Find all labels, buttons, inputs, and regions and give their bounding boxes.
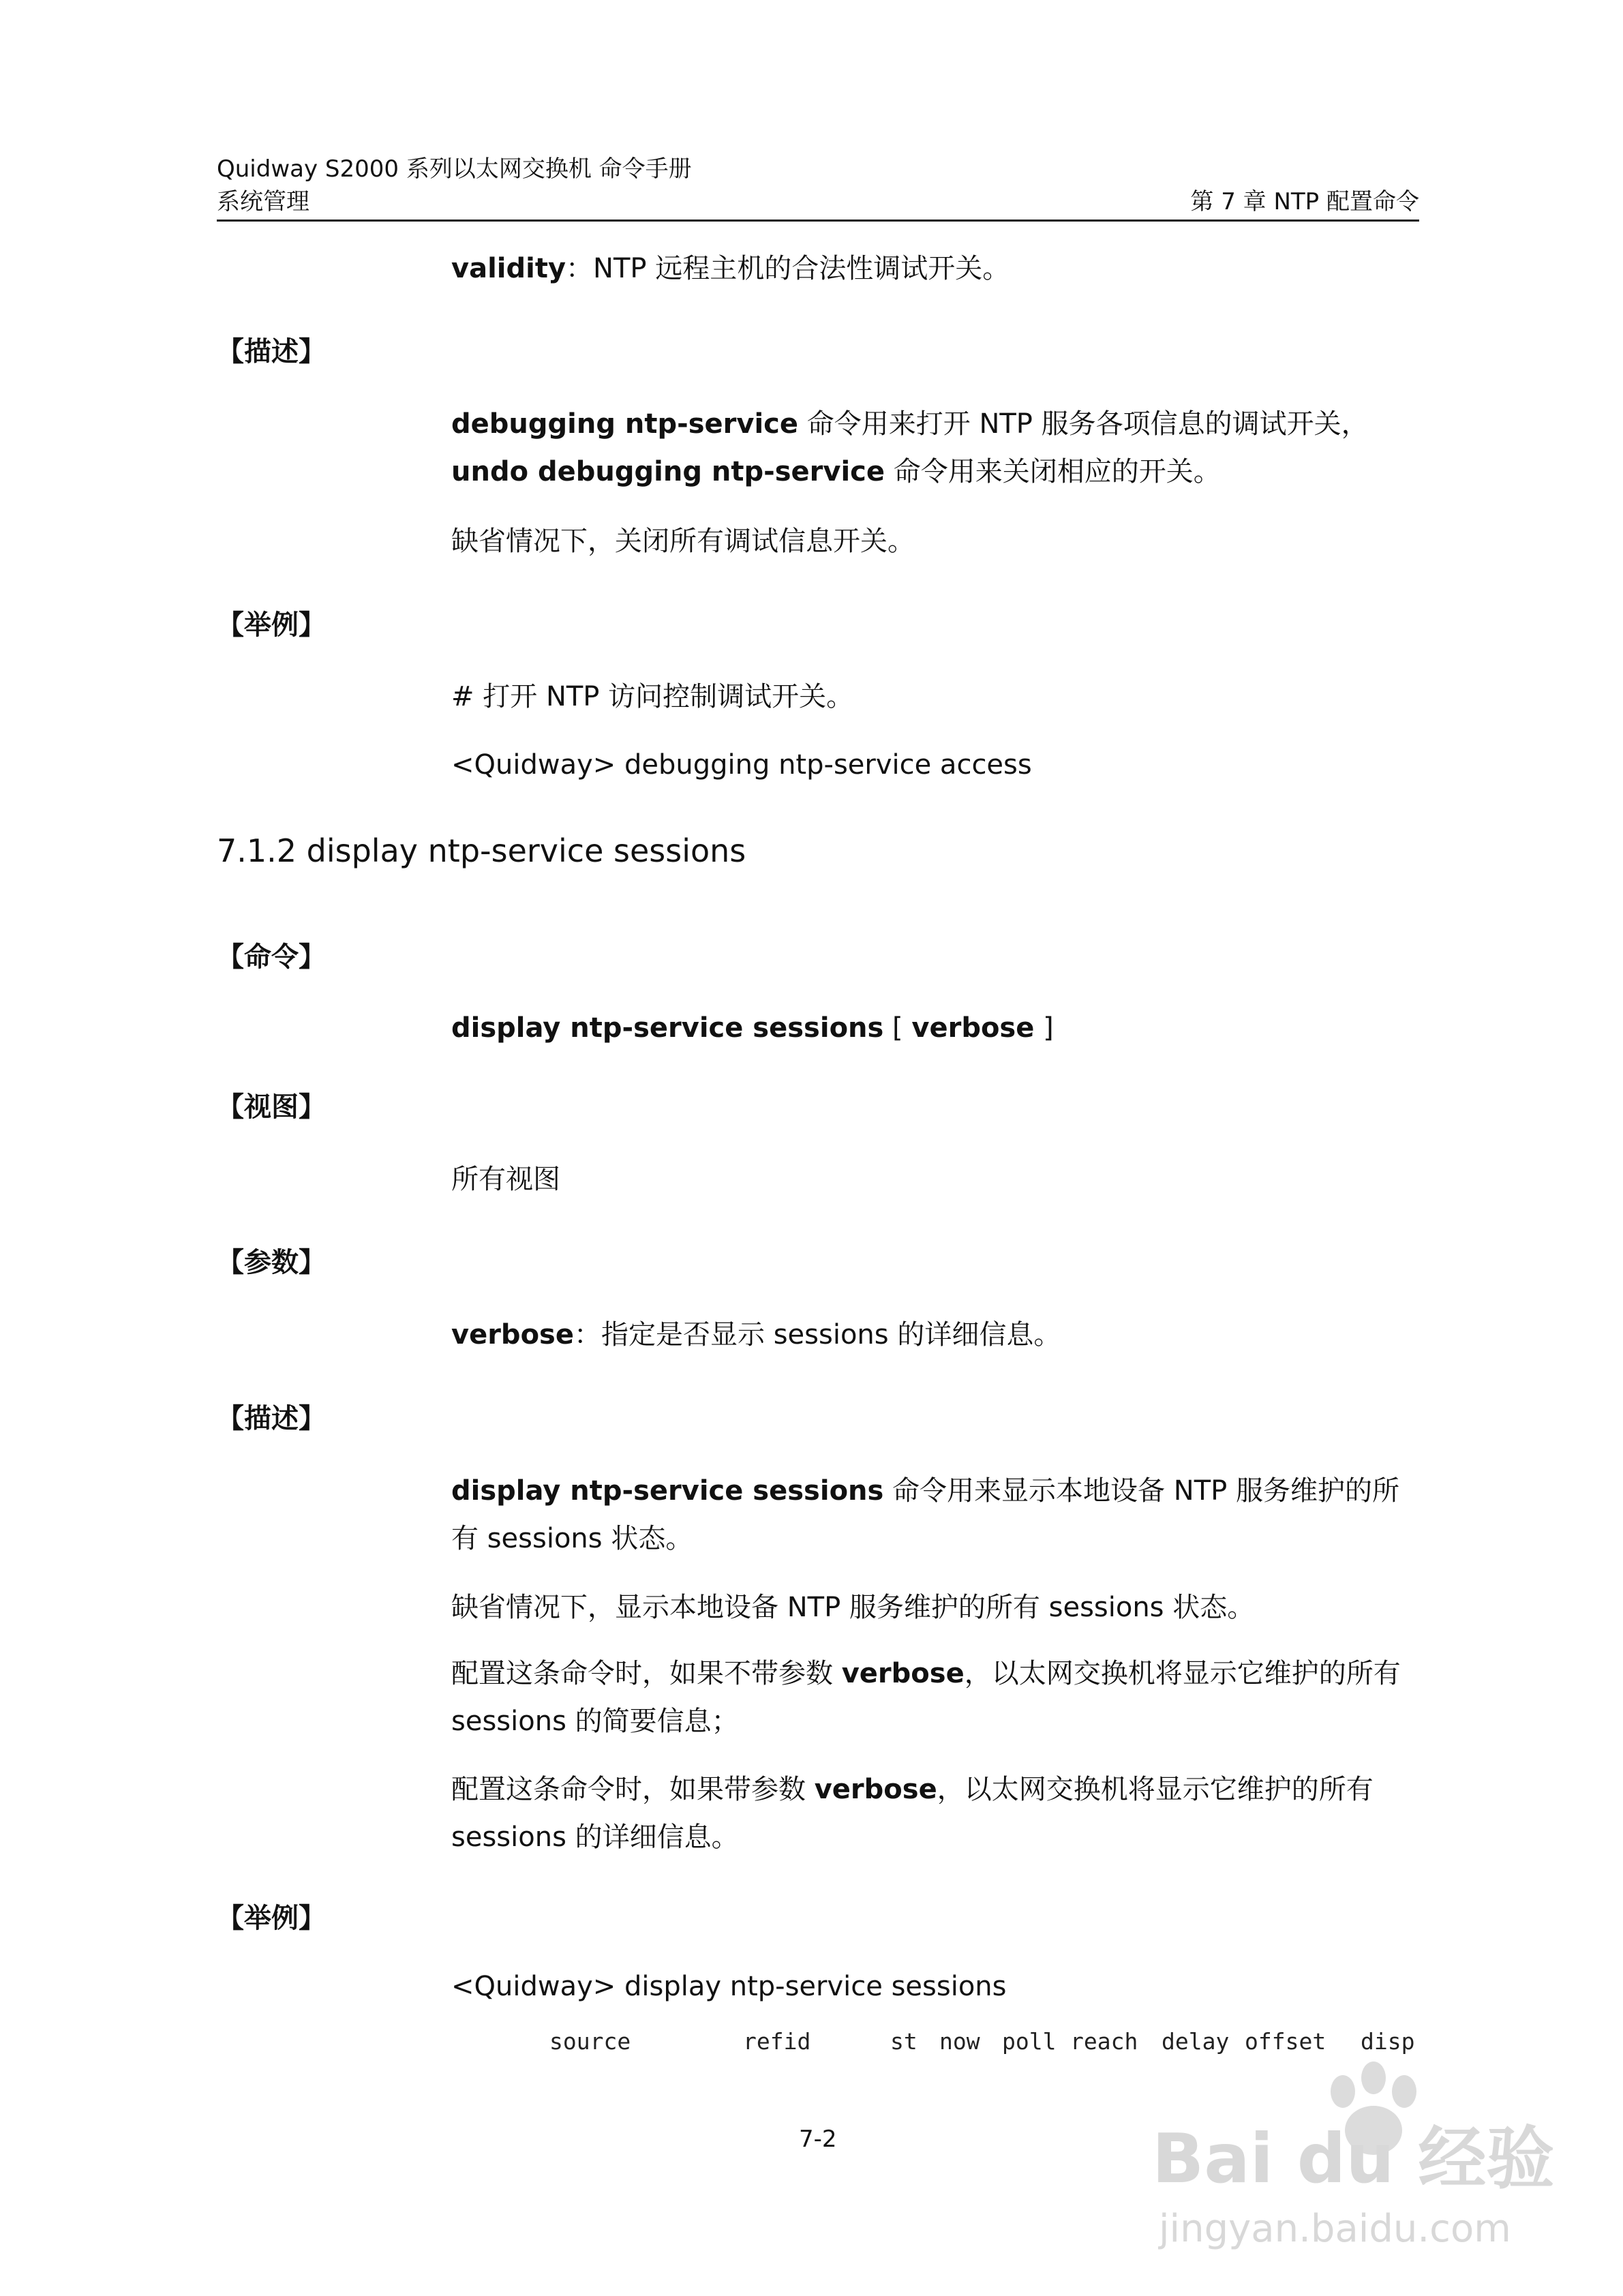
desc2-para-2: 缺省情况下，显示本地设备 NTP 服务维护的所有 sessions 状态。 <box>451 1592 1255 1623</box>
view-text: 所有视图 <box>451 1164 560 1195</box>
page-number: 7-2 <box>799 2126 837 2153</box>
desc-para-2: 缺省情况下，关闭所有调试信息开关。 <box>451 526 915 557</box>
desc2-para-1 <box>451 1467 1419 1562</box>
example-label-1: 【举例】 <box>217 609 326 641</box>
col-delay: delay <box>1162 2028 1230 2055</box>
desc-label-1: 【描述】 <box>217 336 326 367</box>
view-label: 【视图】 <box>217 1091 326 1123</box>
desc2-p4-text2: ，以太网交换机将显示它维护的所有 sessions 的详细信息。 <box>451 1774 1374 1853</box>
watermark-url: jingyan.baidu.com <box>1159 2207 1511 2251</box>
command-bracket-open: [ <box>883 1012 912 1044</box>
desc2-text1: 命令用来显示本地设备 NTP 服务维护的所有 sessions 状态。 <box>451 1475 1399 1554</box>
header-rule <box>217 220 1419 222</box>
watermark <box>1152 2059 1602 2263</box>
validity-param <box>451 252 1010 285</box>
col-source: source <box>549 2028 631 2055</box>
desc1-kw2: undo debugging ntp-service <box>451 456 885 487</box>
watermark-logo: Bai du 经验 <box>1152 2119 1555 2199</box>
section-heading: 7.1.2 display ntp-service sessions <box>217 832 746 869</box>
command-syntax <box>451 1012 1054 1044</box>
col-refid: refid <box>743 2028 811 2055</box>
col-offset: offset <box>1245 2028 1326 2055</box>
desc-label-2: 【描述】 <box>217 1403 326 1434</box>
desc1-text2: 命令用来关闭相应的开关。 <box>885 456 1221 487</box>
example2-command: <Quidway> display ntp-service sessions <box>451 1971 1007 2002</box>
validity-text: ：NTP 远程主机的合法性调试开关。 <box>566 253 1010 284</box>
example1-comment: # 打开 NTP 访问控制调试开关。 <box>451 681 854 712</box>
example1-command: <Quidway> debugging ntp-service access <box>451 749 1032 781</box>
desc2-p3-kw: verbose <box>841 1658 965 1689</box>
command-kw1: display ntp-service sessions <box>451 1012 884 1044</box>
col-st: st <box>890 2028 917 2055</box>
params-text <box>451 1318 1061 1351</box>
header-section: 系统管理 <box>217 188 309 215</box>
col-now: now <box>939 2028 980 2055</box>
desc2-para-3 <box>451 1650 1419 1745</box>
desc2-kw: display ntp-service sessions <box>451 1475 884 1507</box>
desc2-para-4 <box>451 1766 1419 1861</box>
command-bracket-close: ] <box>1034 1012 1054 1044</box>
header-doc-title: Quidway S2000 系列以太网交换机 命令手册 <box>217 155 692 183</box>
command-label: 【命令】 <box>217 941 326 973</box>
desc2-p4-text1: 配置这条命令时，如果带参数 <box>451 1774 815 1805</box>
col-reach: reach <box>1070 2028 1138 2055</box>
col-poll: poll <box>1002 2028 1057 2055</box>
command-kw2: verbose <box>911 1012 1035 1044</box>
example-label-2: 【举例】 <box>217 1903 326 1934</box>
desc2-p3-text2: ，以太网交换机将显示它维护的所有 sessions 的简要信息； <box>451 1658 1401 1737</box>
header-chapter: 第 7 章 NTP 配置命令 <box>1190 188 1419 215</box>
desc-para-1 <box>451 400 1419 496</box>
desc1-text1: 命令用来打开 NTP 服务各项信息的调试开关， <box>798 408 1369 440</box>
col-disp: disp <box>1361 2028 1415 2055</box>
desc1-kw1: debugging ntp-service <box>451 408 799 440</box>
params-desc: ：指定是否显示 sessions 的详细信息。 <box>573 1319 1061 1350</box>
params-kw: verbose <box>451 1319 574 1350</box>
desc2-p4-kw: verbose <box>814 1774 937 1805</box>
validity-keyword: validity <box>451 253 566 284</box>
desc2-p3-text1: 配置这条命令时，如果不带参数 <box>451 1658 842 1689</box>
params-label: 【参数】 <box>217 1247 326 1278</box>
